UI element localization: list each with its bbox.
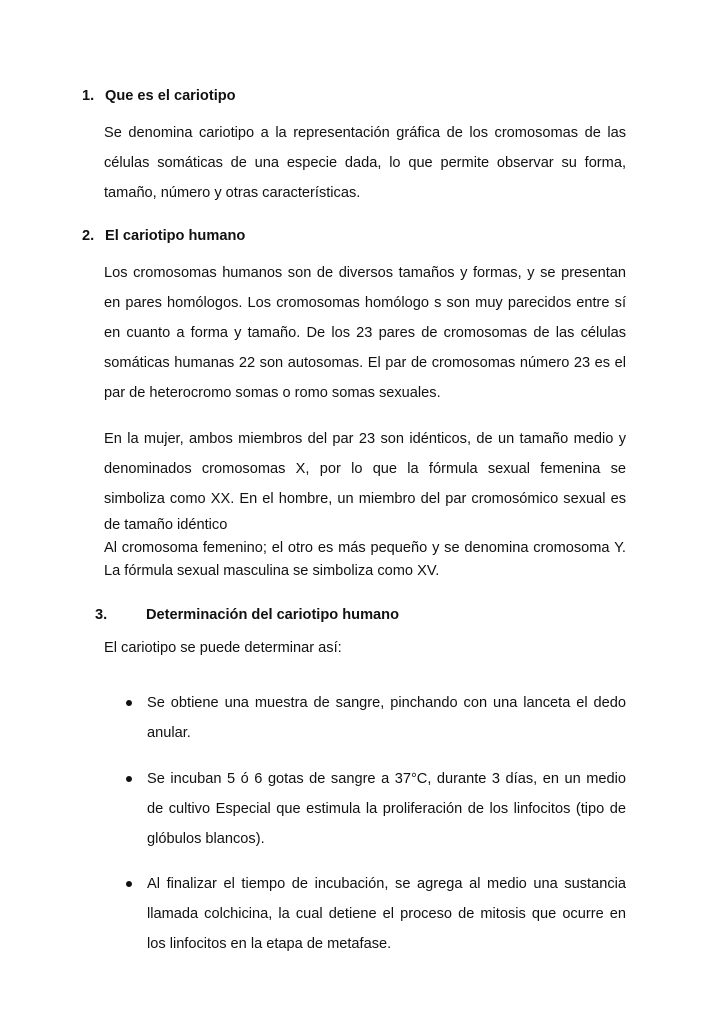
paragraph-line: denominados cromosomas X, por lo que la fórmula sexual femenina se: [104, 461, 626, 477]
section-2-paragraph-2: [104, 424, 626, 583]
bullet-line: llamada colchicina, la cual detiene el proceso de mitosis que ocurre en: [147, 906, 626, 922]
paragraph-line: células somáticas de una especie dada, lo que permite observar su forma,: [104, 155, 626, 171]
section-1-heading: [82, 86, 236, 106]
bullet-text: [147, 869, 626, 959]
paragraph-line: somáticas humanas 22 son autosomas. El par de cromosomas número 23 es el: [104, 355, 626, 371]
bullet-icon: [126, 700, 132, 706]
section-2-number: 2.: [82, 228, 95, 244]
section-2-title: El cariotipo humano: [105, 228, 246, 244]
section-3-number: 3.: [95, 607, 108, 623]
bullet-text: [147, 764, 626, 854]
section-1-paragraph: [104, 118, 626, 208]
section-1-number: 1.: [82, 88, 95, 104]
bullet-line: de cultivo Especial que estimula la proliferación de los linfocitos (tipo de: [147, 801, 626, 817]
paragraph-line: Se denomina cariotipo a la representación gráfica de los cromosomas de las: [104, 125, 626, 141]
bullet-text: [147, 688, 626, 748]
paragraph-line: de tamaño idéntico: [104, 517, 228, 533]
bullet-line: glóbulos blancos).: [147, 831, 265, 847]
paragraph-line: en cuanto a forma y tamaño. De los 23 pares de cromosomas de las células: [104, 325, 626, 341]
paragraph-line: par de heterocromo somas o romo somas sexuales.: [104, 385, 441, 401]
paragraph-line: en pares homólogos. Los cromosomas homólogo s son muy parecidos entre sí: [104, 295, 626, 311]
bullet-icon: [126, 776, 132, 782]
section-1-title: Que es el cariotipo: [105, 88, 236, 104]
section-2-paragraph-1: [104, 258, 626, 408]
bullet-line: los linfocitos en la etapa de metafase.: [147, 936, 392, 952]
bullet-icon: [126, 881, 132, 887]
bullet-line: Al finalizar el tiempo de incubación, se agrega al medio una sustancia: [147, 876, 626, 892]
paragraph-line: La fórmula sexual masculina se simboliza como XV.: [104, 563, 440, 579]
section-3-intro: [104, 633, 626, 663]
paragraph-line: tamaño, número y otras características.: [104, 185, 361, 201]
bullet-line: Se incuban 5 ó 6 gotas de sangre a 37°C, durante 3 días, en un medio: [147, 771, 626, 787]
bullet-line: anular.: [147, 725, 191, 741]
paragraph-line: simboliza como XX. En el hombre, un miembro del par cromosómico sexual es: [104, 491, 626, 507]
section-3-title: Determinación del cariotipo humano: [146, 607, 399, 623]
section-2-heading: [82, 226, 245, 246]
paragraph-line: Al cromosoma femenino; el otro es más pequeño y se denomina cromosoma Y.: [104, 540, 626, 556]
section-3-heading: [95, 605, 399, 625]
bullet-line: Se obtiene una muestra de sangre, pinchando con una lanceta el dedo: [147, 695, 626, 711]
paragraph-line: Los cromosomas humanos son de diversos tamaños y formas, y se presentan: [104, 265, 626, 281]
intro-text: El cariotipo se puede determinar así:: [104, 640, 342, 656]
paragraph-line: En la mujer, ambos miembros del par 23 son idénticos, de un tamaño medio y: [104, 431, 626, 447]
